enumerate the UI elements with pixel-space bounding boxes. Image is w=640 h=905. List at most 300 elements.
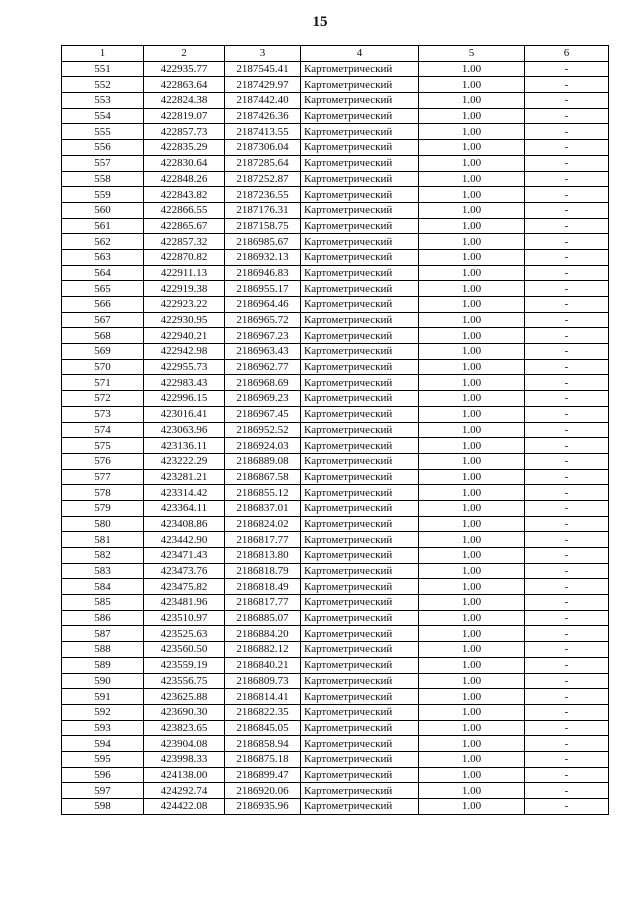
note-cell: - [525, 595, 609, 611]
note-cell: - [525, 485, 609, 501]
note-cell: - [525, 500, 609, 516]
x-coordinate-cell: 423281.21 [144, 469, 225, 485]
method-cell: Картометрический [301, 799, 419, 815]
method-cell: Картометрический [301, 720, 419, 736]
method-cell: Картометрический [301, 108, 419, 124]
x-coordinate-cell: 422923.22 [144, 297, 225, 313]
method-cell: Картометрический [301, 155, 419, 171]
method-cell: Картометрический [301, 218, 419, 234]
point-number-cell: 587 [62, 626, 144, 642]
point-number-cell: 559 [62, 187, 144, 203]
method-cell: Картометрический [301, 500, 419, 516]
method-cell: Картометрический [301, 595, 419, 611]
point-number-cell: 560 [62, 202, 144, 218]
accuracy-cell: 1.00 [419, 124, 525, 140]
x-coordinate-cell: 423442.90 [144, 532, 225, 548]
method-cell: Картометрический [301, 202, 419, 218]
note-cell: - [525, 218, 609, 234]
method-cell: Картометрический [301, 391, 419, 407]
method-cell: Картометрический [301, 453, 419, 469]
method-cell: Картометрический [301, 312, 419, 328]
note-cell: - [525, 720, 609, 736]
method-cell: Картометрический [301, 61, 419, 77]
x-coordinate-cell: 422983.43 [144, 375, 225, 391]
x-coordinate-cell: 423016.41 [144, 406, 225, 422]
method-cell: Картометрический [301, 359, 419, 375]
x-coordinate-cell: 423904.08 [144, 736, 225, 752]
accuracy-cell: 1.00 [419, 751, 525, 767]
note-cell: - [525, 579, 609, 595]
accuracy-cell: 1.00 [419, 689, 525, 705]
header-col-5: 5 [419, 46, 525, 62]
y-coordinate-cell: 2186837.01 [225, 500, 301, 516]
accuracy-cell: 1.00 [419, 657, 525, 673]
table-body [62, 61, 609, 814]
point-number-cell: 589 [62, 657, 144, 673]
x-coordinate-cell: 422819.07 [144, 108, 225, 124]
y-coordinate-cell: 2186845.05 [225, 720, 301, 736]
method-cell: Картометрический [301, 736, 419, 752]
accuracy-cell: 1.00 [419, 438, 525, 454]
accuracy-cell: 1.00 [419, 704, 525, 720]
table-row [62, 751, 609, 767]
note-cell: - [525, 783, 609, 799]
accuracy-cell: 1.00 [419, 312, 525, 328]
accuracy-cell: 1.00 [419, 767, 525, 783]
x-coordinate-cell: 424422.08 [144, 799, 225, 815]
x-coordinate-cell: 423364.11 [144, 500, 225, 516]
y-coordinate-cell: 2186817.77 [225, 532, 301, 548]
y-coordinate-cell: 2186968.69 [225, 375, 301, 391]
method-cell: Картометрический [301, 171, 419, 187]
header-col-2: 2 [144, 46, 225, 62]
accuracy-cell: 1.00 [419, 171, 525, 187]
note-cell: - [525, 234, 609, 250]
method-cell: Картометрический [301, 689, 419, 705]
point-number-cell: 586 [62, 610, 144, 626]
point-number-cell: 591 [62, 689, 144, 705]
x-coordinate-cell: 423063.96 [144, 422, 225, 438]
point-number-cell: 570 [62, 359, 144, 375]
note-cell: - [525, 312, 609, 328]
note-cell: - [525, 642, 609, 658]
accuracy-cell: 1.00 [419, 500, 525, 516]
header-col-4: 4 [301, 46, 419, 62]
x-coordinate-cell: 423625.88 [144, 689, 225, 705]
table-header [62, 46, 609, 62]
point-number-cell: 583 [62, 563, 144, 579]
method-cell: Картометрический [301, 485, 419, 501]
method-cell: Картометрический [301, 77, 419, 93]
table-row [62, 720, 609, 736]
table-row [62, 202, 609, 218]
point-number-cell: 581 [62, 532, 144, 548]
x-coordinate-cell: 422857.73 [144, 124, 225, 140]
x-coordinate-cell: 423481.96 [144, 595, 225, 611]
accuracy-cell: 1.00 [419, 783, 525, 799]
note-cell: - [525, 297, 609, 313]
y-coordinate-cell: 2186824.02 [225, 516, 301, 532]
table-row [62, 516, 609, 532]
x-coordinate-cell: 422835.29 [144, 140, 225, 156]
x-coordinate-cell: 423473.76 [144, 563, 225, 579]
method-cell: Картометрический [301, 328, 419, 344]
note-cell: - [525, 406, 609, 422]
note-cell: - [525, 375, 609, 391]
note-cell: - [525, 328, 609, 344]
table-row [62, 767, 609, 783]
note-cell: - [525, 171, 609, 187]
y-coordinate-cell: 2186952.52 [225, 422, 301, 438]
accuracy-cell: 1.00 [419, 155, 525, 171]
point-number-cell: 572 [62, 391, 144, 407]
note-cell: - [525, 469, 609, 485]
point-number-cell: 564 [62, 265, 144, 281]
y-coordinate-cell: 2186813.80 [225, 548, 301, 564]
accuracy-cell: 1.00 [419, 673, 525, 689]
y-coordinate-cell: 2186867.58 [225, 469, 301, 485]
note-cell: - [525, 704, 609, 720]
method-cell: Картометрический [301, 626, 419, 642]
accuracy-cell: 1.00 [419, 281, 525, 297]
accuracy-cell: 1.00 [419, 736, 525, 752]
x-coordinate-cell: 422996.15 [144, 391, 225, 407]
x-coordinate-cell: 423510.97 [144, 610, 225, 626]
method-cell: Картометрический [301, 438, 419, 454]
table-row [62, 736, 609, 752]
header-col-1: 1 [62, 46, 144, 62]
note-cell: - [525, 689, 609, 705]
accuracy-cell: 1.00 [419, 516, 525, 532]
x-coordinate-cell: 422863.64 [144, 77, 225, 93]
x-coordinate-cell: 424292.74 [144, 783, 225, 799]
header-col-3: 3 [225, 46, 301, 62]
note-cell: - [525, 249, 609, 265]
accuracy-cell: 1.00 [419, 453, 525, 469]
y-coordinate-cell: 2186963.43 [225, 344, 301, 360]
table-row [62, 610, 609, 626]
table-row [62, 548, 609, 564]
x-coordinate-cell: 423556.75 [144, 673, 225, 689]
point-number-cell: 569 [62, 344, 144, 360]
note-cell: - [525, 140, 609, 156]
x-coordinate-cell: 423559.19 [144, 657, 225, 673]
x-coordinate-cell: 423690.30 [144, 704, 225, 720]
y-coordinate-cell: 2187285.64 [225, 155, 301, 171]
method-cell: Картометрический [301, 751, 419, 767]
x-coordinate-cell: 422865.67 [144, 218, 225, 234]
table-row [62, 799, 609, 815]
y-coordinate-cell: 2186967.23 [225, 328, 301, 344]
method-cell: Картометрический [301, 140, 419, 156]
note-cell: - [525, 202, 609, 218]
table-row [62, 783, 609, 799]
accuracy-cell: 1.00 [419, 187, 525, 203]
point-number-cell: 561 [62, 218, 144, 234]
point-number-cell: 556 [62, 140, 144, 156]
point-number-cell: 554 [62, 108, 144, 124]
x-coordinate-cell: 422940.21 [144, 328, 225, 344]
method-cell: Картометрический [301, 422, 419, 438]
y-coordinate-cell: 2186965.72 [225, 312, 301, 328]
note-cell: - [525, 344, 609, 360]
x-coordinate-cell: 423475.82 [144, 579, 225, 595]
table-row [62, 108, 609, 124]
point-number-cell: 596 [62, 767, 144, 783]
y-coordinate-cell: 2186924.03 [225, 438, 301, 454]
point-number-cell: 579 [62, 500, 144, 516]
table-row [62, 124, 609, 140]
table-row [62, 93, 609, 109]
point-number-cell: 555 [62, 124, 144, 140]
note-cell: - [525, 391, 609, 407]
y-coordinate-cell: 2186899.47 [225, 767, 301, 783]
note-cell: - [525, 108, 609, 124]
table-row [62, 375, 609, 391]
point-number-cell: 590 [62, 673, 144, 689]
y-coordinate-cell: 2186858.94 [225, 736, 301, 752]
point-number-cell: 553 [62, 93, 144, 109]
accuracy-cell: 1.00 [419, 249, 525, 265]
table-row [62, 563, 609, 579]
accuracy-cell: 1.00 [419, 642, 525, 658]
point-number-cell: 580 [62, 516, 144, 532]
point-number-cell: 578 [62, 485, 144, 501]
note-cell: - [525, 751, 609, 767]
y-coordinate-cell: 2186809.73 [225, 673, 301, 689]
point-number-cell: 567 [62, 312, 144, 328]
y-coordinate-cell: 2186884.20 [225, 626, 301, 642]
y-coordinate-cell: 2186920.06 [225, 783, 301, 799]
note-cell: - [525, 155, 609, 171]
accuracy-cell: 1.00 [419, 93, 525, 109]
accuracy-cell: 1.00 [419, 108, 525, 124]
note-cell: - [525, 61, 609, 77]
note-cell: - [525, 281, 609, 297]
note-cell: - [525, 799, 609, 815]
accuracy-cell: 1.00 [419, 548, 525, 564]
accuracy-cell: 1.00 [419, 140, 525, 156]
x-coordinate-cell: 422870.82 [144, 249, 225, 265]
method-cell: Картометрический [301, 124, 419, 140]
accuracy-cell: 1.00 [419, 297, 525, 313]
point-number-cell: 571 [62, 375, 144, 391]
accuracy-cell: 1.00 [419, 375, 525, 391]
note-cell: - [525, 422, 609, 438]
y-coordinate-cell: 2186935.96 [225, 799, 301, 815]
method-cell: Картометрический [301, 548, 419, 564]
accuracy-cell: 1.00 [419, 202, 525, 218]
point-number-cell: 576 [62, 453, 144, 469]
x-coordinate-cell: 422930.95 [144, 312, 225, 328]
point-number-cell: 551 [62, 61, 144, 77]
point-number-cell: 575 [62, 438, 144, 454]
method-cell: Картометрический [301, 563, 419, 579]
y-coordinate-cell: 2186875.18 [225, 751, 301, 767]
table-row [62, 249, 609, 265]
method-cell: Картометрический [301, 187, 419, 203]
point-number-cell: 584 [62, 579, 144, 595]
accuracy-cell: 1.00 [419, 720, 525, 736]
y-coordinate-cell: 2187252.87 [225, 171, 301, 187]
y-coordinate-cell: 2186822.35 [225, 704, 301, 720]
y-coordinate-cell: 2186817.77 [225, 595, 301, 611]
x-coordinate-cell: 422942.98 [144, 344, 225, 360]
x-coordinate-cell: 422830.64 [144, 155, 225, 171]
method-cell: Картометрический [301, 704, 419, 720]
table-row [62, 704, 609, 720]
x-coordinate-cell: 423408.86 [144, 516, 225, 532]
point-number-cell: 568 [62, 328, 144, 344]
coordinates-table [61, 45, 609, 815]
y-coordinate-cell: 2187236.55 [225, 187, 301, 203]
y-coordinate-cell: 2186840.21 [225, 657, 301, 673]
accuracy-cell: 1.00 [419, 626, 525, 642]
x-coordinate-cell: 422857.32 [144, 234, 225, 250]
accuracy-cell: 1.00 [419, 234, 525, 250]
note-cell: - [525, 265, 609, 281]
table-row [62, 328, 609, 344]
table-row [62, 579, 609, 595]
accuracy-cell: 1.00 [419, 532, 525, 548]
table-row [62, 140, 609, 156]
table-row [62, 61, 609, 77]
point-number-cell: 565 [62, 281, 144, 297]
table-row [62, 218, 609, 234]
y-coordinate-cell: 2186967.45 [225, 406, 301, 422]
note-cell: - [525, 77, 609, 93]
y-coordinate-cell: 2187545.41 [225, 61, 301, 77]
table-row [62, 532, 609, 548]
note-cell: - [525, 93, 609, 109]
table-row [62, 626, 609, 642]
y-coordinate-cell: 2187158.75 [225, 218, 301, 234]
accuracy-cell: 1.00 [419, 344, 525, 360]
accuracy-cell: 1.00 [419, 799, 525, 815]
table-row [62, 406, 609, 422]
accuracy-cell: 1.00 [419, 610, 525, 626]
table-row [62, 453, 609, 469]
method-cell: Картометрический [301, 297, 419, 313]
point-number-cell: 597 [62, 783, 144, 799]
header-col-6: 6 [525, 46, 609, 62]
point-number-cell: 574 [62, 422, 144, 438]
table-row [62, 595, 609, 611]
y-coordinate-cell: 2186818.49 [225, 579, 301, 595]
point-number-cell: 595 [62, 751, 144, 767]
method-cell: Картометрический [301, 657, 419, 673]
y-coordinate-cell: 2186882.12 [225, 642, 301, 658]
x-coordinate-cell: 422866.55 [144, 202, 225, 218]
accuracy-cell: 1.00 [419, 265, 525, 281]
table-row [62, 422, 609, 438]
y-coordinate-cell: 2186946.83 [225, 265, 301, 281]
accuracy-cell: 1.00 [419, 422, 525, 438]
method-cell: Картометрический [301, 783, 419, 799]
x-coordinate-cell: 422843.82 [144, 187, 225, 203]
x-coordinate-cell: 422955.73 [144, 359, 225, 375]
point-number-cell: 593 [62, 720, 144, 736]
x-coordinate-cell: 423471.43 [144, 548, 225, 564]
table-row [62, 281, 609, 297]
point-number-cell: 566 [62, 297, 144, 313]
method-cell: Картометрический [301, 516, 419, 532]
accuracy-cell: 1.00 [419, 359, 525, 375]
method-cell: Картометрический [301, 579, 419, 595]
accuracy-cell: 1.00 [419, 563, 525, 579]
y-coordinate-cell: 2186962.77 [225, 359, 301, 375]
accuracy-cell: 1.00 [419, 77, 525, 93]
note-cell: - [525, 187, 609, 203]
y-coordinate-cell: 2186964.46 [225, 297, 301, 313]
accuracy-cell: 1.00 [419, 61, 525, 77]
y-coordinate-cell: 2186985.67 [225, 234, 301, 250]
table-row [62, 359, 609, 375]
y-coordinate-cell: 2186955.17 [225, 281, 301, 297]
table-row [62, 187, 609, 203]
x-coordinate-cell: 422848.26 [144, 171, 225, 187]
method-cell: Картометрический [301, 93, 419, 109]
point-number-cell: 552 [62, 77, 144, 93]
x-coordinate-cell: 422824.38 [144, 93, 225, 109]
note-cell: - [525, 359, 609, 375]
note-cell: - [525, 626, 609, 642]
y-coordinate-cell: 2186855.12 [225, 485, 301, 501]
x-coordinate-cell: 423525.63 [144, 626, 225, 642]
table-row [62, 391, 609, 407]
method-cell: Картометрический [301, 767, 419, 783]
note-cell: - [525, 532, 609, 548]
table-row [62, 234, 609, 250]
table-row [62, 297, 609, 313]
point-number-cell: 594 [62, 736, 144, 752]
y-coordinate-cell: 2187429.97 [225, 77, 301, 93]
method-cell: Картометрический [301, 375, 419, 391]
x-coordinate-cell: 422911.13 [144, 265, 225, 281]
x-coordinate-cell: 423222.29 [144, 453, 225, 469]
table-row [62, 312, 609, 328]
y-coordinate-cell: 2186889.08 [225, 453, 301, 469]
point-number-cell: 563 [62, 249, 144, 265]
accuracy-cell: 1.00 [419, 485, 525, 501]
point-number-cell: 562 [62, 234, 144, 250]
note-cell: - [525, 563, 609, 579]
x-coordinate-cell: 423998.33 [144, 751, 225, 767]
method-cell: Картометрический [301, 249, 419, 265]
y-coordinate-cell: 2186885.07 [225, 610, 301, 626]
x-coordinate-cell: 423314.42 [144, 485, 225, 501]
table-row [62, 485, 609, 501]
y-coordinate-cell: 2186932.13 [225, 249, 301, 265]
table-row [62, 171, 609, 187]
accuracy-cell: 1.00 [419, 328, 525, 344]
table-row [62, 265, 609, 281]
accuracy-cell: 1.00 [419, 579, 525, 595]
point-number-cell: 558 [62, 171, 144, 187]
table-row [62, 344, 609, 360]
x-coordinate-cell: 422935.77 [144, 61, 225, 77]
table-row [62, 155, 609, 171]
table-row [62, 689, 609, 705]
method-cell: Картометрический [301, 532, 419, 548]
table-row [62, 469, 609, 485]
point-number-cell: 577 [62, 469, 144, 485]
point-number-cell: 557 [62, 155, 144, 171]
note-cell: - [525, 657, 609, 673]
accuracy-cell: 1.00 [419, 595, 525, 611]
table-row [62, 438, 609, 454]
y-coordinate-cell: 2187306.04 [225, 140, 301, 156]
